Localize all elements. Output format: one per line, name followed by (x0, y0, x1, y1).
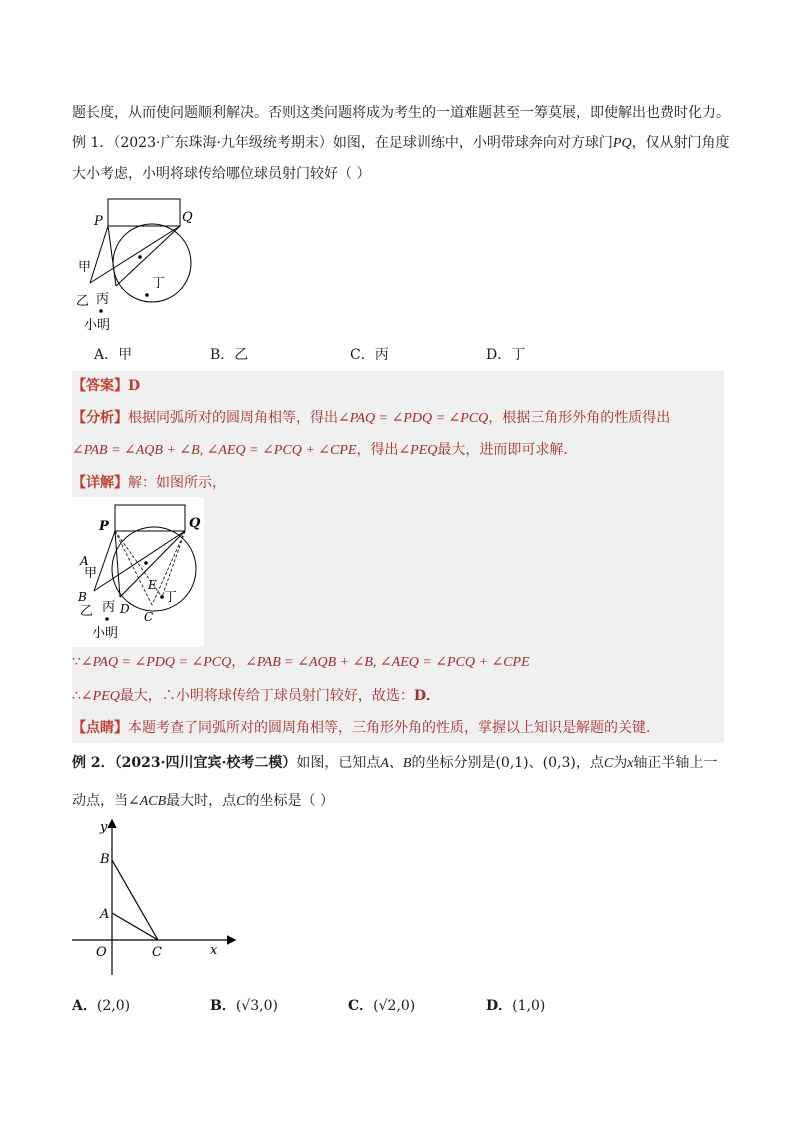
ding-dot (145, 293, 149, 297)
analysis-eq2: ∠PAB = ∠AQB + ∠B, ∠AEQ = ∠PCQ + ∠CPE (72, 443, 357, 458)
q2-var-c2: C (236, 794, 246, 809)
analysis-text: 根据同弧所对的圆周角相等，得出 (128, 410, 338, 426)
detail-line (72, 473, 226, 493)
label-ding: 丁 (164, 590, 178, 605)
segment-ac (112, 913, 158, 940)
because-line: ∵∠PAQ = ∠PDQ = ∠PCQ，∠PAB = ∠AQB + ∠B, ∠AEQ = ∠PCQ + ∠CPE (72, 654, 530, 670)
analysis-text-b: ，根据三角形外角的性质得出 (488, 410, 671, 426)
remark-tag: 【点睛】 (72, 720, 128, 736)
option-key: C． (348, 998, 374, 1014)
analysis-line1 (72, 408, 670, 429)
xiaoming-dot (99, 309, 103, 313)
example2-option-d[interactable] (486, 996, 545, 1016)
conclusion-answer: D． (413, 688, 441, 704)
remark-line (72, 718, 660, 738)
example2-label: 例 2． (72, 755, 115, 771)
example1-source: （2023·广东珠海·九年级统考期末） (113, 135, 333, 151)
because-symbol: ∵ (72, 654, 81, 670)
example2-figure (72, 815, 244, 980)
option-key: A． (72, 998, 97, 1014)
line-p-yi (90, 226, 108, 283)
option-key: B． (210, 998, 236, 1014)
q2-var-x: x (627, 756, 634, 771)
label-d: D (120, 602, 130, 616)
line-q-e (162, 531, 185, 597)
remark-text: 本题考查了同弧所对的圆周角相等，三角形外角的性质，掌握以上知识是解题的关键． (128, 720, 660, 736)
center-dot (144, 561, 148, 565)
option-text: 丁 (511, 347, 526, 363)
example2-option-a[interactable] (72, 996, 130, 1016)
because-eq2: ∠PAB = ∠AQB + ∠B, ∠AEQ = ∠PCQ + ∠CPE (245, 655, 530, 670)
option-text: (2,0) (96, 998, 131, 1014)
label-q: Q (189, 516, 201, 531)
goal-rect (108, 199, 180, 226)
line-q-bing (116, 226, 180, 286)
analysis-eq3: ∠PEQ (398, 443, 438, 458)
detail-figure (72, 497, 204, 647)
example2-source: （2023·四川宜宾·校考二模） (114, 755, 297, 771)
example1-var-pq: PQ (612, 136, 632, 151)
option-text: 丙 (374, 347, 389, 363)
example1-option-b[interactable] (210, 345, 248, 365)
intro-line: 题长度，从而使问题顺利解决。否则这类问题将成为考生的一道难题甚至一筹莫展，即使解出也费时化力。 (72, 105, 730, 121)
label-ding: 丁 (152, 276, 166, 291)
label-q: Q (182, 210, 193, 225)
example1-option-a[interactable] (94, 345, 132, 365)
label-a: A (100, 907, 110, 922)
option-text: (1,0) (512, 998, 546, 1014)
circle (112, 527, 196, 611)
option-key: A． (94, 347, 119, 363)
example2-question-line2 (72, 791, 334, 812)
option-key: D． (486, 347, 512, 363)
example1-option-d[interactable] (486, 345, 525, 365)
example1-question-line2: 大小考虑，小明将球传给哪位球员射门较好（ ） (72, 166, 371, 182)
option-text: 乙 (234, 347, 249, 363)
line-q-yi (90, 226, 180, 283)
option-text: (√2,0) (373, 998, 416, 1014)
detail-text: 解：如图所示， (128, 475, 226, 491)
q2-coord2: (0,3) (542, 755, 576, 771)
q2-text-b: 的坐标分别是 (411, 755, 496, 771)
analysis-line2 (72, 440, 577, 461)
label-e: E (148, 578, 157, 592)
therefore-symbol: ∴ (72, 688, 81, 704)
line-p-b (94, 531, 115, 591)
label-p: P (94, 214, 103, 229)
q2-text-a: 如图，已知点 (296, 755, 381, 771)
label-yi: 乙 (76, 294, 90, 309)
label-xiaoming: 小明 (84, 318, 111, 333)
label-xiaoming: 小明 (92, 626, 119, 641)
q2-coord1: (0,1) (495, 755, 529, 771)
answer-value: D (128, 378, 141, 394)
xiaoming-dot (105, 617, 109, 621)
option-key: B． (210, 347, 235, 363)
option-key: C． (350, 347, 375, 363)
q2-line2-a: 动点，当 (72, 793, 128, 809)
option-text: (√3,0) (235, 998, 278, 1014)
example1-question-line1 (72, 133, 730, 154)
label-b: B (100, 852, 110, 867)
answer-line (72, 376, 140, 396)
label-b: B (78, 590, 87, 604)
analysis-text-d: 最大，进而即可求解． (437, 442, 578, 458)
label-bing: 丙 (102, 600, 116, 615)
example2-option-b[interactable] (210, 996, 278, 1016)
example1-figure (72, 195, 212, 335)
label-jia: 甲 (78, 260, 92, 275)
conclusion-line (72, 686, 440, 707)
analysis-text-c: ，得出 (356, 442, 399, 458)
q2-text-d: 为 (613, 755, 628, 771)
q2-vars-ab: A、B (380, 756, 412, 771)
q2-text-e: 轴正半轴上一 (633, 755, 718, 771)
label-x: x (210, 943, 218, 958)
label-o: O (96, 945, 107, 960)
q2-var-c: C (603, 756, 614, 771)
q2-angle: ∠ACB (128, 794, 167, 809)
center-dot (138, 255, 142, 259)
label-yi: 乙 (80, 604, 94, 619)
option-key: D． (486, 998, 513, 1014)
line-p-bing (108, 226, 116, 286)
example1-option-c[interactable] (350, 345, 389, 365)
label-bing: 丙 (96, 292, 110, 307)
label-y: y (100, 820, 108, 835)
q2-sep: 、 (528, 755, 543, 771)
answer-tag: 【答案】 (72, 378, 128, 394)
because-eq1: ∠PAQ = ∠PDQ = ∠PCQ (80, 655, 232, 670)
conclusion-text: 最大，∴小明将球传给丁球员射门较好，故选： (119, 688, 414, 704)
label-c: C (152, 945, 162, 960)
example1-label: 例 1． (72, 135, 114, 151)
analysis-tag: 【分析】 (72, 410, 128, 426)
example2-option-c[interactable] (348, 996, 415, 1016)
label-c: C (144, 610, 154, 624)
q2-line2-b: 最大时，点 (166, 793, 237, 809)
label-jia: 甲 (84, 566, 98, 581)
example1-question-text: 如图，在足球训练中，小明带球奔向对方球门 (332, 135, 613, 151)
option-text: 甲 (118, 347, 133, 363)
segment-bc (112, 860, 158, 940)
q2-text-c: ，点 (575, 755, 604, 771)
conclusion-eq: ∠PEQ (80, 689, 120, 704)
example2-question-line1 (72, 753, 717, 774)
analysis-eq1: ∠PAQ = ∠PDQ = ∠PCQ (338, 411, 489, 426)
q2-line2-c: 的坐标是（ ） (245, 793, 334, 809)
label-a: A (80, 554, 89, 568)
example1-question-text-end: ，仅从射门角度 (631, 135, 730, 151)
detail-tag: 【详解】 (72, 475, 128, 491)
label-p: P (99, 519, 109, 534)
